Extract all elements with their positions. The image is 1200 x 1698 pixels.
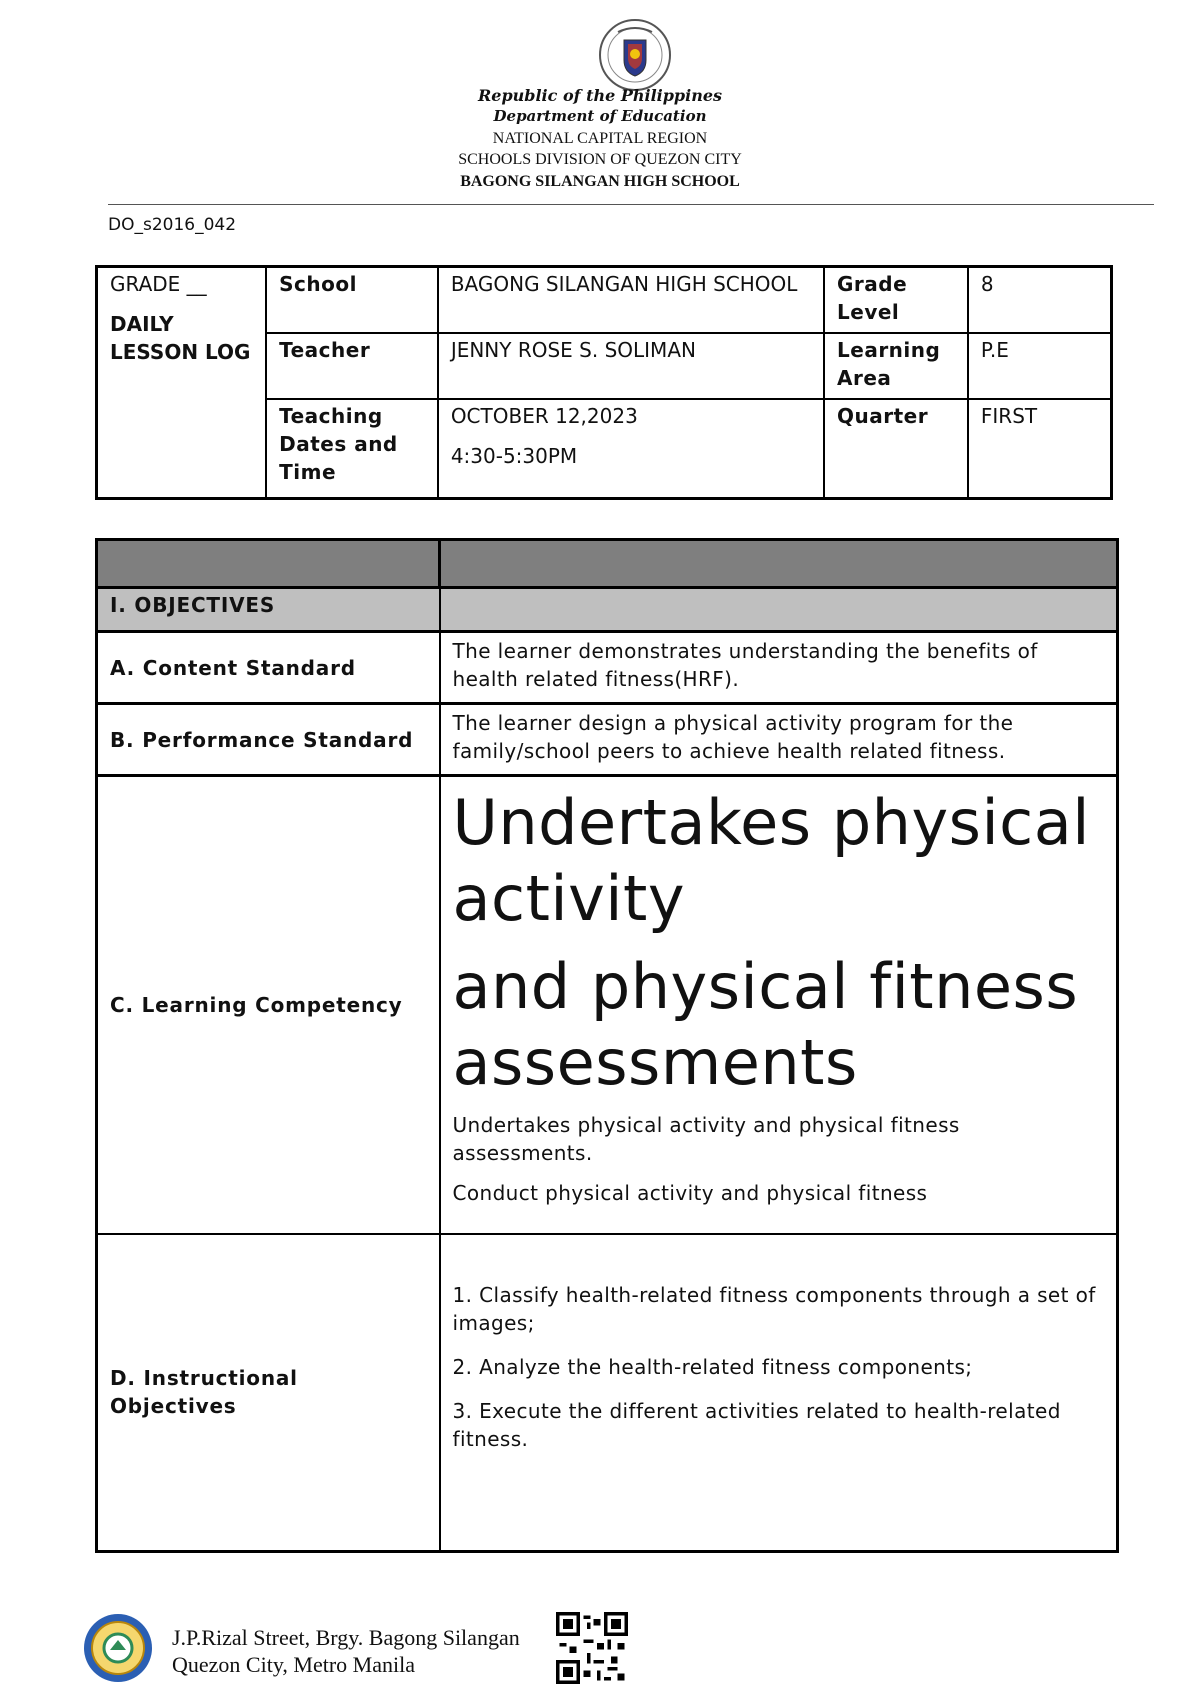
quarter-label: Quarter	[824, 399, 968, 499]
address-line-2: Quezon City, Metro Manila	[172, 1652, 415, 1677]
quarter-value: FIRST	[968, 399, 1112, 499]
department-line: Department of Education	[493, 107, 707, 125]
header-divider	[108, 204, 1154, 205]
list-item: 2. Analyze the health-related fitness components;	[452, 1354, 973, 1379]
competency-text-2: Conduct physical activity and physical fitness	[452, 1181, 928, 1205]
deped-seal-icon	[598, 18, 672, 92]
teacher-label: Teacher	[266, 333, 438, 399]
school-address	[172, 1624, 520, 1678]
qr-code-icon	[556, 1612, 628, 1684]
learning-competency-label: C. Learning Competency	[97, 776, 440, 1234]
address-line-1: J.P.Rizal Street, Brgy. Bagong Silangan	[172, 1625, 520, 1650]
content-standard-label: A. Content Standard	[97, 632, 440, 704]
objectives-row	[97, 588, 1118, 632]
learning-area-label: Learning Area	[824, 333, 968, 399]
daily-lesson-log-label: DAILY LESSON LOG	[110, 312, 251, 364]
grade-label: GRADE __	[110, 272, 207, 296]
competency-heading-line-2: and physical fitness assessments	[452, 950, 1079, 1099]
content-standard-text: The learner demonstrates understanding the benefits of health related fitness(HRF).	[440, 632, 1118, 704]
list-item: 3. Execute the different activities related to health-related fitness.	[452, 1398, 1061, 1451]
instructional-objectives-row	[97, 1234, 1118, 1552]
document-reference: DO_s2016_042	[108, 215, 237, 235]
content-standard-row	[97, 632, 1118, 704]
performance-standard-label: B. Performance Standard	[97, 704, 440, 776]
republic-line: Republic of the Philippines	[477, 86, 723, 105]
grade-level-label: Grade Level	[824, 267, 968, 333]
region-line: NATIONAL CAPITAL REGION	[492, 130, 708, 147]
performance-standard-text: The learner design a physical activity program for the family/school peers to achieve health related fitness.	[440, 704, 1118, 776]
school-label: School	[266, 267, 438, 333]
objectives-label: I. OBJECTIVES	[97, 588, 440, 632]
competency-heading-line-1: Undertakes physical activity	[452, 786, 1090, 935]
teacher-value: JENNY ROSE S. SOLIMAN	[438, 333, 824, 399]
instructional-objectives-label: D. Instructional Objectives	[97, 1234, 440, 1552]
lesson-objectives-table	[95, 538, 1119, 1553]
learning-competency-cell	[440, 776, 1118, 1234]
header-cell-right	[440, 540, 1118, 588]
table-header-row	[97, 540, 1118, 588]
grade-cell	[97, 267, 267, 499]
footer	[0, 1600, 1200, 1698]
school-logo-icon	[82, 1612, 154, 1684]
lesson-info-table	[95, 265, 1113, 500]
list-item: 1. Classify health-related fitness components through a set of images;	[452, 1282, 1096, 1335]
date-value: OCTOBER 12,2023	[450, 403, 638, 428]
learning-competency-row	[97, 776, 1118, 1234]
dates-value	[438, 399, 824, 499]
learning-area-value: P.E	[968, 333, 1112, 399]
competency-text-1: Undertakes physical activity and physical fitness assessments.	[452, 1113, 960, 1165]
objectives-cell	[440, 588, 1118, 632]
school-value: BAGONG SILANGAN HIGH SCHOOL	[438, 267, 824, 333]
grade-level-value: 8	[968, 267, 1112, 333]
header-cell-left	[97, 540, 440, 588]
division-line: SCHOOLS DIVISION OF QUEZON CITY	[458, 151, 742, 168]
performance-standard-row	[97, 704, 1118, 776]
instructional-objectives-cell	[440, 1234, 1118, 1552]
school-line: BAGONG SILANGAN HIGH SCHOOL	[460, 173, 740, 189]
time-value: 4:30-5:30PM	[450, 443, 578, 468]
dates-label: Teaching Dates and Time	[266, 399, 438, 499]
competency-heading	[453, 785, 1105, 1101]
